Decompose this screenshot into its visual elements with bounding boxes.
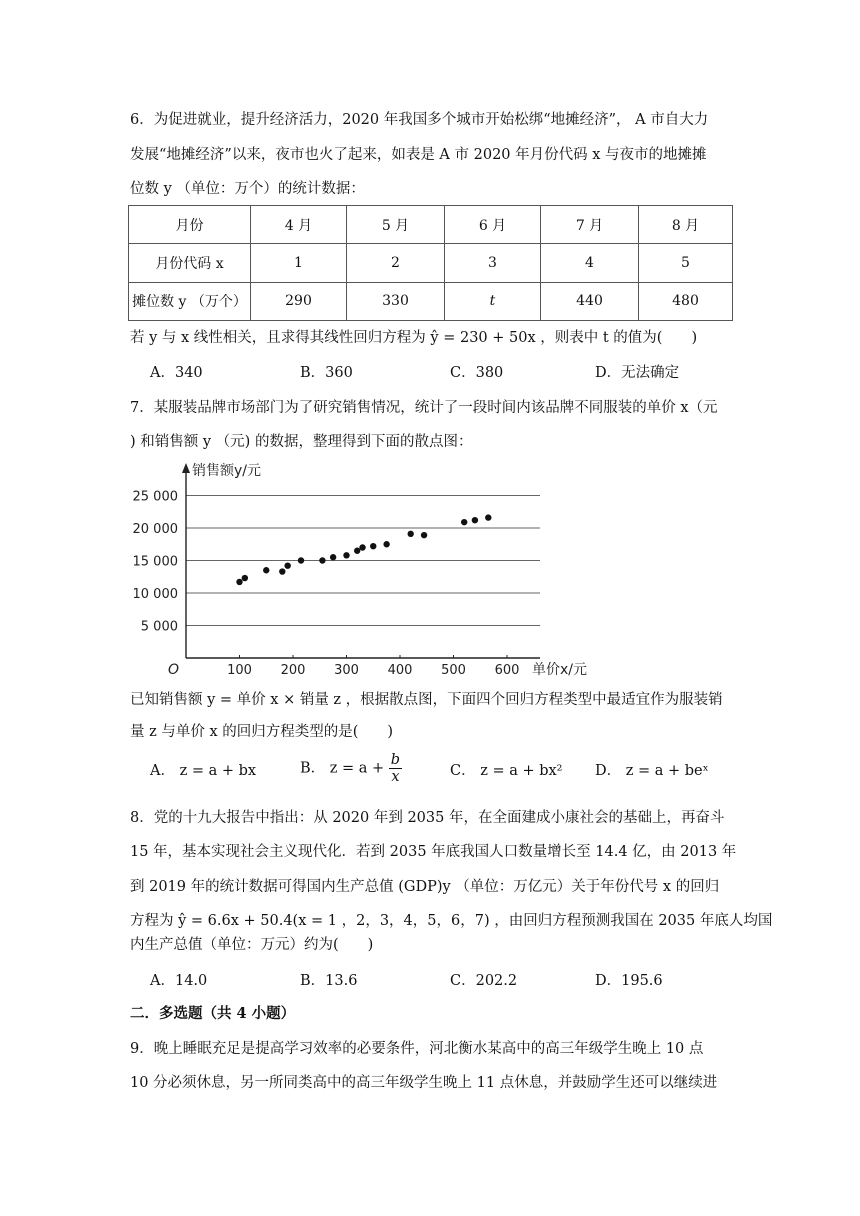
q8-option-c: C．202.2 (450, 973, 518, 989)
q8-line-1: 8．党的十九大报告中指出：从 2020 年到 2035 年，在全面建成小康社会的基础上，再奋斗 (130, 810, 725, 826)
scatter-point (421, 532, 427, 538)
q7-option-b-fraction (389, 752, 402, 785)
x-tick-label: 100 (227, 663, 252, 678)
q7-options (150, 752, 750, 785)
q6-options (150, 362, 750, 384)
q7-option-c: C． z = a + bx² (450, 763, 563, 779)
origin-label: O (168, 662, 180, 678)
q8-option-b: B．13.6 (300, 973, 358, 989)
scatter-point (263, 567, 269, 573)
table-row (129, 244, 733, 282)
table-cell: 摊位数 y （万个） (129, 282, 251, 320)
table-cell: 2 (347, 244, 445, 282)
table-cell: 8 月 (639, 206, 733, 244)
y-tick-label: 25 000 (132, 489, 178, 505)
table-cell: 月份代码 x (129, 244, 251, 282)
q9-line-1: 9．晚上睡眠充足是提高学习效率的必要条件，河北衡水某高中的高三年级学生晚上 10 点 (130, 1041, 704, 1057)
table-cell: 480 (639, 282, 733, 320)
q8-line-4: 方程为 ŷ = 6.6x + 50.4(x = 1 ，2，3，4，5，6，7) ，由回归方程预测我国在 2035 年底人均国 (130, 913, 773, 929)
table-cell: 月份 (129, 206, 251, 244)
table-cell: 4 (541, 244, 639, 282)
q6-option-c: C．380 (450, 365, 504, 381)
q6-option-b: B．360 (300, 365, 353, 381)
scatter-point (370, 543, 376, 549)
y-axis-arrow (182, 463, 190, 473)
q7-question-line-1: 已知销售额 y = 单价 x × 销量 z ，根据散点图，下面四个回归方程类型中最适宜作为服装销 (130, 692, 723, 708)
q6-data-table (128, 205, 733, 321)
q7-question-line-2: 量 z 与单价 x 的回归方程类型的是( ) (130, 724, 394, 740)
scatter-point (461, 519, 467, 525)
fraction-numerator: b (390, 752, 401, 768)
x-axis-label: 单价x/元 (532, 662, 588, 678)
scatter-point (359, 544, 365, 550)
table-cell: t (445, 282, 541, 320)
scatter-points (236, 514, 491, 585)
fraction-denominator: x (391, 769, 400, 785)
table-cell: 440 (541, 282, 639, 320)
table-cell: 330 (347, 282, 445, 320)
table-row (129, 206, 733, 244)
table-cell: 6 月 (445, 206, 541, 244)
q7-option-d: D． z = a + beˣ (595, 763, 709, 779)
y-tick-label: 5 000 (140, 619, 178, 635)
y-tick-labels (133, 490, 179, 635)
table-cell: 290 (251, 282, 347, 320)
scatter-point (298, 557, 304, 563)
q8-options (150, 970, 750, 992)
y-tick-label: 10 000 (132, 587, 178, 602)
table-cell: 5 月 (347, 206, 445, 244)
x-tick-label: 600 (494, 663, 520, 678)
scatter-point (354, 548, 360, 554)
y-tick-label: 20 000 (132, 522, 178, 537)
scatter-point (330, 554, 336, 560)
scatter-point (242, 575, 248, 581)
q8-option-a: A．14.0 (150, 973, 208, 989)
q7-option-a: A． z = a + bx (150, 763, 257, 779)
q6-line-1: 6．为促进就业，提升经济活力，2020 年我国多个城市开始松绑“地摊经济”， A 市自大力 (130, 112, 709, 128)
scatter-point (284, 563, 290, 569)
table-cell: 7 月 (541, 206, 639, 244)
q8-line-3: 到 2019 年的统计数据可得国内生产总值 (GDP)y （单位：万亿元）关于年份代号 x 的回归 (130, 879, 720, 895)
q7-line-2: ) 和销售额 y （元) 的数据，整理得到下面的散点图： (130, 434, 473, 450)
q8-line-5: 内生产总值（单位：万元）约为( ) (130, 937, 374, 953)
q8-option-d: D．195.6 (595, 973, 663, 989)
q6-line-2: 发展“地摊经济”以来，夜市也火了起来，如表是 A 市 2020 年月份代码 x 与夜市的地摊摊 (130, 147, 707, 163)
scatter-point (408, 531, 414, 537)
x-tick-label: 300 (334, 663, 359, 678)
q9-line-2: 10 分必须休息，另一所同类高中的高三年级学生晚上 11 点休息，并鼓励学生还可以继续进 (130, 1075, 718, 1091)
scatter-point (236, 579, 242, 585)
x-tick-labels (227, 663, 519, 678)
x-tick-label: 200 (280, 663, 306, 678)
scatter-chart (128, 455, 628, 685)
q7-line-1: 7．某服装品牌市场部门为了研究销售情况，统计了一段时间内该品牌不同服装的单价 x（元 (130, 400, 718, 416)
q6-option-d: D．无法确定 (595, 365, 680, 381)
scatter-point (383, 541, 389, 547)
scatter-point (343, 552, 349, 558)
table-cell: 5 (639, 244, 733, 282)
y-tick-label: 15 000 (132, 554, 178, 570)
section-heading: 二．多选题（共 4 小题） (130, 1005, 296, 1022)
table-cell: 3 (445, 244, 541, 282)
scatter-point (472, 517, 478, 523)
q8-line-2: 15 年，基本实现社会主义现代化．若到 2035 年底我国人口数量增长至 14.4 亿，由 2013 年 (130, 844, 737, 860)
table-cell: 1 (251, 244, 347, 282)
y-axis-label: 销售额y/元 (192, 463, 262, 479)
x-tick-label: 500 (441, 663, 466, 678)
scatter-point (279, 568, 285, 574)
q6-question: 若 y 与 x 线性相关，且求得其线性回归方程为 ŷ = 230 + 50x ，则表中 t 的值为( ) (130, 330, 698, 346)
q6-line-3: 位数 y （单位：万个）的统计数据： (130, 181, 365, 197)
scatter-point (319, 557, 325, 563)
q7-option-b-label: B． z = a + (300, 760, 385, 777)
x-tick-label: 400 (387, 663, 413, 678)
table-cell: 4 月 (251, 206, 347, 244)
q7-option-b (300, 752, 402, 785)
table-row (129, 282, 733, 320)
scatter-point (485, 514, 491, 520)
q6-option-a: A．340 (150, 365, 203, 381)
